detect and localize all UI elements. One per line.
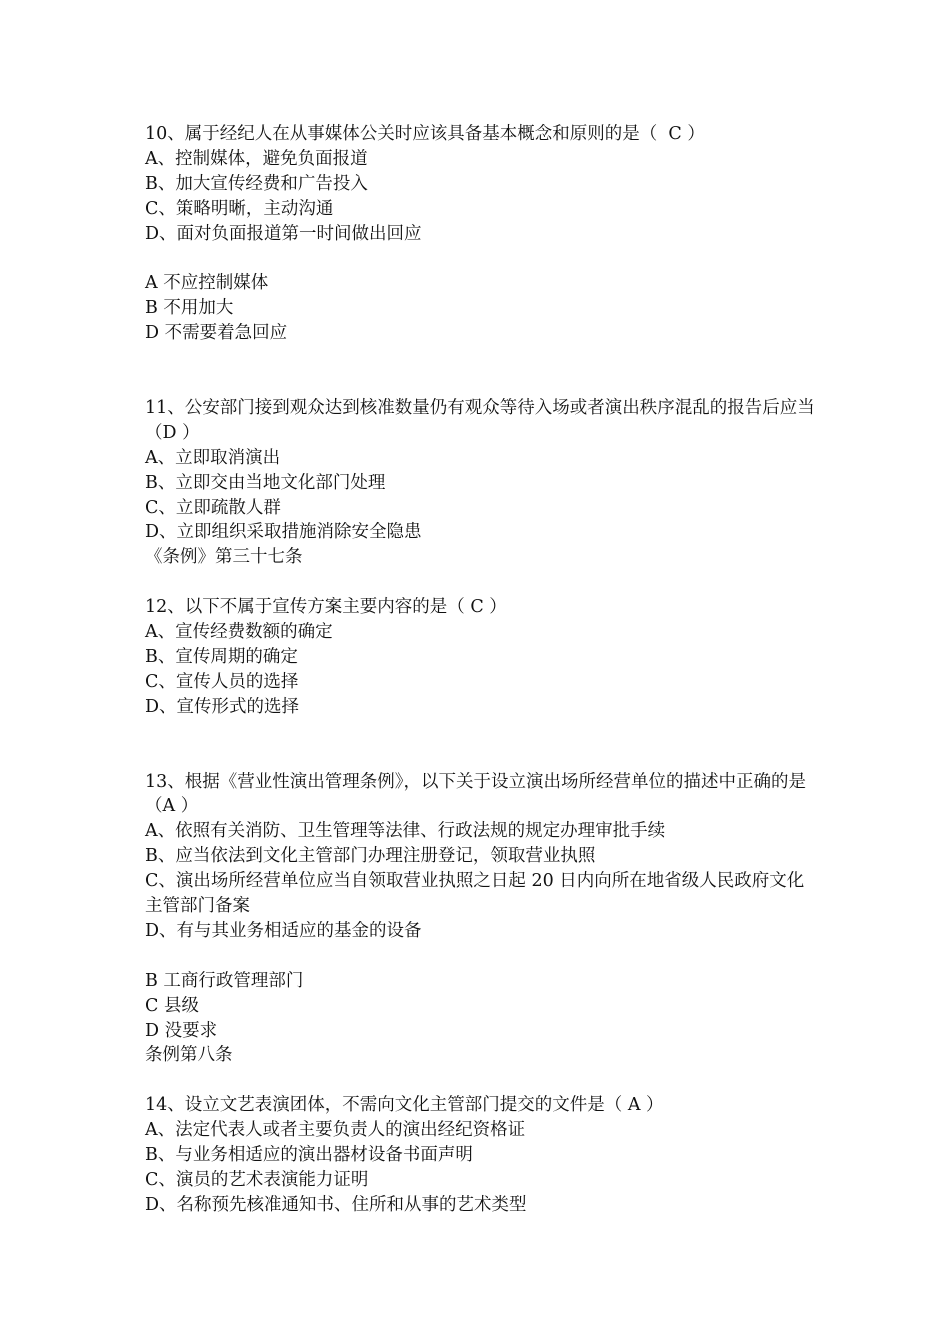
option-b: B、加大宣传经费和广告投入 xyxy=(145,173,368,194)
document-page xyxy=(145,122,815,1218)
option-b: B、立即交由当地文化部门处理 xyxy=(145,472,386,493)
question-13 xyxy=(145,770,815,1069)
spacer xyxy=(145,247,815,272)
answer-note: 条例第八条 xyxy=(145,1045,233,1066)
option-a: A、宣传经费数额的确定 xyxy=(145,622,333,643)
answer-note: C 县级 xyxy=(145,995,199,1016)
spacer xyxy=(145,944,815,969)
question-14 xyxy=(145,1093,815,1218)
option-c: C、策略明晰，主动沟通 xyxy=(145,198,334,219)
option-b: B、与业务相适应的演出器材设备书面声明 xyxy=(145,1145,473,1166)
question-stem: 10、属于经纪人在从事媒体公关时应该具备基本概念和原则的是（ C ） xyxy=(145,124,705,144)
spacer xyxy=(145,346,815,396)
option-d: D、有与其业务相适应的基金的设备 xyxy=(145,920,422,941)
answer-note: 《条例》第三十七条 xyxy=(145,547,303,568)
question-10 xyxy=(145,122,815,346)
option-c: C、演出场所经营单位应当自领取营业执照之日起 20 日内向所在地省级人民政府文化主管部门备案 xyxy=(145,871,805,917)
option-d: D、名称预先核准通知书、住所和从事的艺术类型 xyxy=(145,1194,527,1215)
question-stem: 12、以下不属于宣传方案主要内容的是（ C ） xyxy=(145,597,507,618)
question-11 xyxy=(145,396,815,570)
option-c: C、立即疏散人群 xyxy=(145,497,281,518)
option-a: A、依照有关消防、卫生管理等法律、行政法规的规定办理审批手续 xyxy=(145,821,666,842)
answer-note: B 不用加大 xyxy=(145,298,234,319)
question-stem: 14、设立文艺表演团体，不需向文化主管部门提交的文件是（ A ） xyxy=(145,1095,664,1116)
option-d: D、宣传形式的选择 xyxy=(145,696,300,717)
question-stem: 11、公安部门接到观众达到核准数量仍有观众等待入场或者演出秩序混乱的报告后应当（D ） xyxy=(145,397,815,443)
option-b: B、应当依法到文化主管部门办理注册登记，领取营业执照 xyxy=(145,846,596,867)
spacer xyxy=(145,1068,815,1093)
question-12 xyxy=(145,595,815,720)
answer-note: A 不应控制媒体 xyxy=(145,273,269,294)
option-c: C、演员的艺术表演能力证明 xyxy=(145,1169,369,1190)
option-a: A、控制媒体，避免负面报道 xyxy=(145,148,368,169)
question-stem: 13、根据《营业性演出管理条例》，以下关于设立演出场所经营单位的描述中正确的是（A ） xyxy=(145,771,807,817)
answer-note: D 没要求 xyxy=(145,1020,218,1041)
answer-note: B 工商行政管理部门 xyxy=(145,970,304,991)
option-d: D、面对负面报道第一时间做出回应 xyxy=(145,223,422,244)
option-a: A、法定代表人或者主要负责人的演出经纪资格证 xyxy=(145,1120,526,1141)
option-b: B、宣传周期的确定 xyxy=(145,646,298,667)
option-c: C、宣传人员的选择 xyxy=(145,671,299,692)
option-a: A、立即取消演出 xyxy=(145,447,281,468)
spacer xyxy=(145,570,815,595)
spacer xyxy=(145,720,815,770)
option-d: D、立即组织采取措施消除安全隐患 xyxy=(145,522,422,543)
answer-note: D 不需要着急回应 xyxy=(145,323,288,344)
